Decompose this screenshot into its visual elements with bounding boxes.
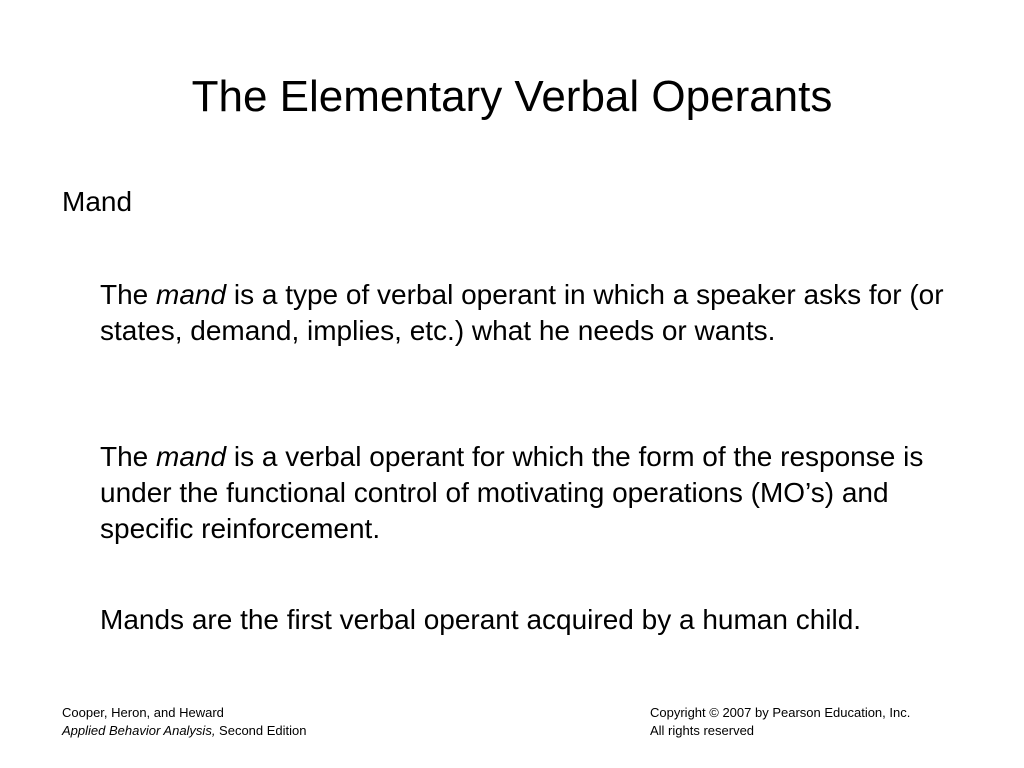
footer-book-title: Applied Behavior Analysis, (62, 723, 216, 738)
section-heading: Mand (62, 186, 133, 217)
footer-rights-line: All rights reserved (650, 723, 755, 738)
footer-book-line (62, 722, 307, 740)
footer-authors: Cooper, Heron, and Heward (62, 705, 224, 720)
footer-copyright (650, 704, 910, 740)
paragraph-2-prefix: The (100, 441, 157, 472)
paragraph-1 (100, 277, 980, 349)
footer-edition: Second Edition (215, 723, 307, 738)
slide-title: The Elementary Verbal Operants (191, 72, 833, 121)
paragraph-1-emphasis: mand (156, 279, 227, 310)
footer-citation (62, 704, 307, 740)
footer-copyright-line: Copyright © 2007 by Pearson Education, Inc. (650, 705, 911, 720)
paragraph-1-suffix: is a type of verbal operant in which a speaker asks for (or states, demand, implies, etc.) what he needs or wants. (100, 279, 944, 346)
paragraph-1-prefix: The (100, 279, 157, 310)
paragraph-2 (100, 439, 980, 547)
paragraph-2-emphasis: mand (156, 441, 227, 472)
paragraph-2-suffix: is a verbal operant for which the form of the response is under the functional control of motivating operations (MO’s) and specific reinforcement. (100, 441, 924, 544)
paragraph-3: Mands are the first verbal operant acquired by a human child. (100, 604, 862, 635)
